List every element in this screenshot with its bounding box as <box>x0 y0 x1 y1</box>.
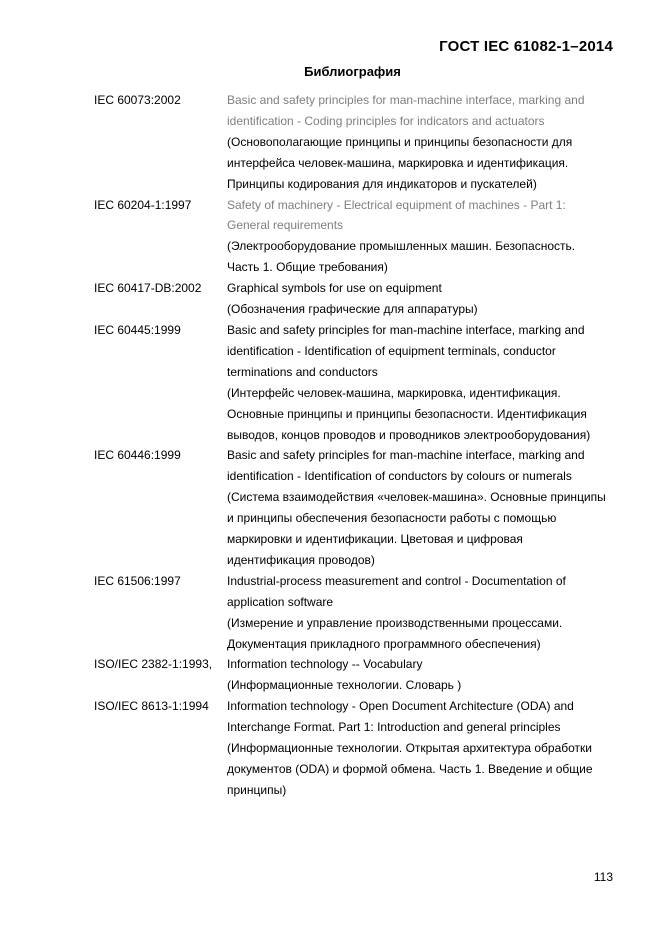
entry-reference: IEC 60417-DB:2002 <box>94 281 202 296</box>
entry-reference: ISO/IEC 8613-1:1994 <box>94 699 209 714</box>
entry-description <box>227 195 619 279</box>
entry-reference: IEC 61506:1997 <box>94 573 181 588</box>
page-number: 113 <box>593 870 613 884</box>
bibliography-entry <box>94 654 619 696</box>
entry-line: Basic and safety principles for man-machine interface, marking and <box>227 322 585 337</box>
entry-line: Industrial-process measurement and control - Documentation of <box>227 573 566 588</box>
entry-description <box>227 278 619 320</box>
entry-description <box>227 696 619 801</box>
bibliography-entry <box>94 90 619 195</box>
entry-line: identification - Identification of conductors by colours or numerals <box>227 469 572 484</box>
entry-line: документов (ODA) и формой обмена. Часть 1. Введение и общие <box>227 762 593 776</box>
entry-line: (Измерение и управление производственными процессами. <box>227 615 563 630</box>
entry-line: принципы) <box>227 782 287 797</box>
entry-reference: IEC 60073:2002 <box>94 93 181 107</box>
entry-line: identification - Identification of equipment terminals, conductor <box>227 343 556 358</box>
bibliography-entry <box>94 320 619 445</box>
bibliography-entry <box>94 445 619 570</box>
entry-line: terminations and conductors <box>227 364 378 379</box>
entry-line: (Электрооборудование промышленных машин. Безопасность. <box>227 239 576 254</box>
entry-line: идентификация проводов) <box>227 552 375 567</box>
entry-line: (Информационные технологии. Словарь ) <box>227 678 462 693</box>
document-code: ГОСТ IEC 61082-1–2014 <box>439 38 613 55</box>
entry-line: Information technology - Open Document Architecture (ODA) and <box>227 699 574 714</box>
entry-line: маркировки и идентификации. Цветовая и цифровая <box>227 532 523 547</box>
entry-reference: IEC 60446:1999 <box>94 448 181 463</box>
entry-line: General requirements <box>227 218 344 233</box>
entry-line: (Обозначения графические для аппаратуры) <box>227 302 478 317</box>
entry-line: identification - Coding principles for indicators and actuators <box>227 113 545 128</box>
entry-reference: ISO/IEC 2382-1:1993, <box>94 657 213 672</box>
entry-line: Часть 1. Общие требования) <box>227 260 388 275</box>
entry-line: Safety of machinery - Electrical equipment of machines - Part 1: <box>227 197 566 212</box>
entry-description <box>227 654 619 696</box>
entry-line: Interchange Format. Part 1: Introduction and general principles <box>227 720 561 735</box>
entry-line: Graphical symbols for use on equipment <box>227 281 442 296</box>
bibliography-list <box>94 90 619 801</box>
entry-line: (Основополагающие принципы и принципы безопасности для <box>227 134 573 149</box>
entry-line: и принципы обеспечения безопасности работы с помощью <box>227 511 557 526</box>
entry-description <box>227 445 619 570</box>
entry-line: (Информационные технологии. Открытая архитектура обработки <box>227 741 592 756</box>
entry-line: Документация прикладного программного обеспечения) <box>227 636 541 651</box>
entry-line: Basic and safety principles for man-machine interface, marking and <box>227 93 585 107</box>
entry-line: Принципы кодирования для индикаторов и пускателей) <box>227 176 537 191</box>
entry-description <box>227 571 619 655</box>
bibliography-entry <box>94 278 619 320</box>
entry-reference: IEC 60204-1:1997 <box>94 197 192 212</box>
entry-line: выводов, концов проводов и проводников электрооборудования) <box>227 427 591 442</box>
entry-line: application software <box>227 594 334 609</box>
bibliography-entry <box>94 195 619 279</box>
entry-line: интерфейса человек-машина, маркировка и идентификация. <box>227 155 569 170</box>
entry-reference: IEC 60445:1999 <box>94 322 181 337</box>
entry-line: (Система взаимодействия «человек-машина». Основные принципы <box>227 490 606 505</box>
entry-line: Basic and safety principles for man-machine interface, marking and <box>227 448 585 463</box>
entry-description <box>227 90 619 195</box>
bibliography-entry <box>94 696 619 801</box>
entry-line: Information technology -- Vocabulary <box>227 657 423 672</box>
entry-line: Основные принципы и принципы безопасности. Идентификация <box>227 406 587 421</box>
bibliography-entry <box>94 571 619 655</box>
entry-line: (Интерфейс человек-машина, маркировка, идентификация. <box>227 385 561 400</box>
page-title: Библиография <box>304 64 401 79</box>
entry-description <box>227 320 619 445</box>
